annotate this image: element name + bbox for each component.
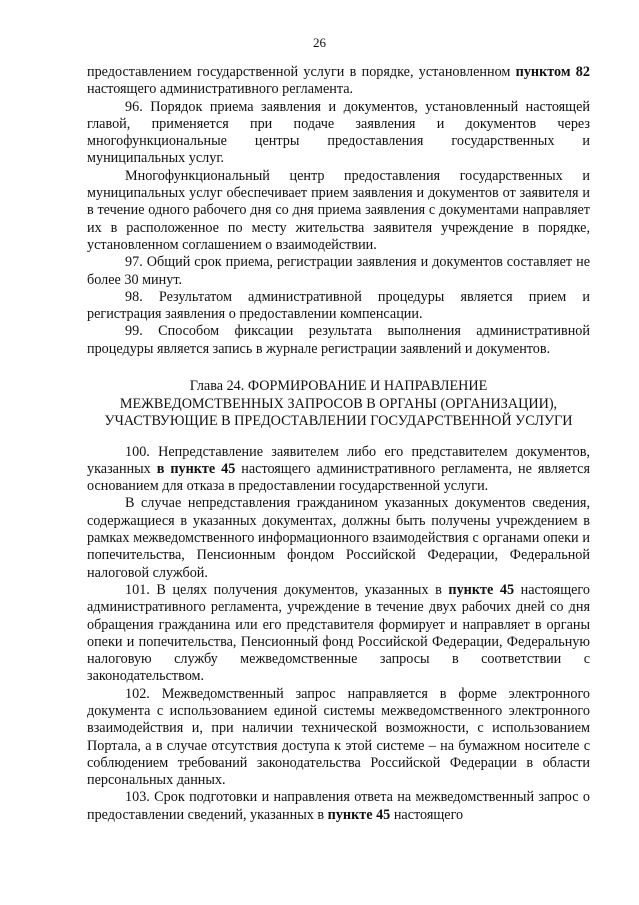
paragraph — [87, 254, 590, 289]
paragraph-bold-reference: пунктом 82 — [515, 64, 590, 80]
paragraph — [87, 495, 590, 581]
chapter-title-line-1: Глава 24. ФОРМИРОВАНИЕ И НАПРАВЛЕНИЕ — [189, 378, 488, 395]
paragraph-text: 103. Срок подготовки и направления ответа на межведомственный запрос о предоставлении сведений, указанных в — [87, 789, 590, 823]
paragraph — [87, 64, 590, 99]
paragraph-text: предоставлением государственной услуги в порядке, установленном — [87, 64, 516, 80]
paragraph-text: настоящего административного регламента, учреждение в течение двух рабочих дней со дня обращения гражданина или его представителя формирует и направляет в органы опеки и попечительства, Пенсионный фонд Российской Федерации, Федеральную налоговую службу межведомственные запросы в соответствии с законодательством. — [87, 581, 590, 685]
paragraph-text: 101. В целях получения документов, указанных в — [125, 581, 449, 598]
document-body — [87, 64, 590, 824]
paragraph — [87, 444, 590, 496]
page-number: 26 — [313, 35, 326, 50]
paragraph-text: 99. Способом фиксации результата выполнения административной процедуры является запись в журнале регистрации заявлений и документов. — [87, 323, 590, 357]
paragraph-text: 100. Непредставление заявителем либо его представителем документов, указанных — [87, 443, 590, 477]
paragraphs-before-chapter — [87, 64, 590, 358]
paragraph-text: настоящего административного регламента, не является основанием для отказа в предоставлении государственной услуги. — [87, 460, 591, 495]
paragraph-text: 102. Межведомственный запрос направляется в форме электронного документа с использованием единой системы межведомственного электронного взаимодействия и, при наличии технической возможности, с использованием Портала, а в случае отсутствия доступа к этой системе – на бумажном носителе с соблюдением требований законодательства Российской Федерации в области персональных данных. — [87, 685, 590, 789]
chapter-title — [87, 378, 590, 431]
paragraph-text: 96. Порядок приема заявления и документов, установленный настоящей главой, применяется при подаче заявления и документов через многофункциональные центры предоставления государственных и муниципальных услуг. — [87, 98, 590, 167]
paragraph-text: настоящего административного регламента. — [87, 81, 354, 98]
paragraph-text: Многофункциональный центр предоставления государственных и муниципальных услуг обеспечивает прием заявления и документов от заявителя и в течение одного рабочего дня со дня приема заявления с документами направляет их в расположенное по месту жительства заявителя учреждение в порядке, установленном соглашением о взаимодействии. — [87, 167, 590, 253]
paragraph — [87, 168, 590, 254]
paragraph-bold-reference: в пункте 45 — [156, 460, 236, 477]
paragraph-text: 97. Общий срок приема, регистрации заявления и документов составляет не более 30 минут. — [87, 254, 590, 288]
paragraph — [87, 289, 590, 324]
paragraph-text: настоящего — [390, 806, 464, 823]
chapter-title-line-3: УЧАСТВУЮЩИЕ В ПРЕДОСТАВЛЕНИИ ГОСУДАРСТВЕННОЙ УСЛУГИ — [104, 413, 573, 430]
paragraph-bold-reference: пункте 45 — [448, 581, 515, 598]
paragraph — [87, 323, 590, 358]
paragraphs-after-chapter — [87, 444, 590, 825]
chapter-title-line-2: МЕЖВЕДОМСТВЕННЫХ ЗАПРОСОВ В ОРГАНЫ (ОРГАНИЗАЦИИ), — [119, 395, 558, 412]
paragraph-text: В случае непредставления гражданином указанных документов сведения, содержащиеся в указанных документах, должны быть получены учреждением в рамках межведомственного информационного взаимодействия с органами опеки и попечительства, Пенсионным фондом Российской Федерации, Федеральной налоговой службой. — [87, 495, 590, 581]
paragraph — [87, 686, 590, 790]
paragraph — [87, 582, 590, 686]
paragraph-text: 98. Результатом административной процедуры является прием и регистрация заявления о предоставлении компенсации. — [87, 288, 590, 323]
paragraph — [87, 789, 590, 824]
paragraph-bold-reference: пункте 45 — [327, 806, 391, 823]
paragraph — [87, 99, 590, 168]
